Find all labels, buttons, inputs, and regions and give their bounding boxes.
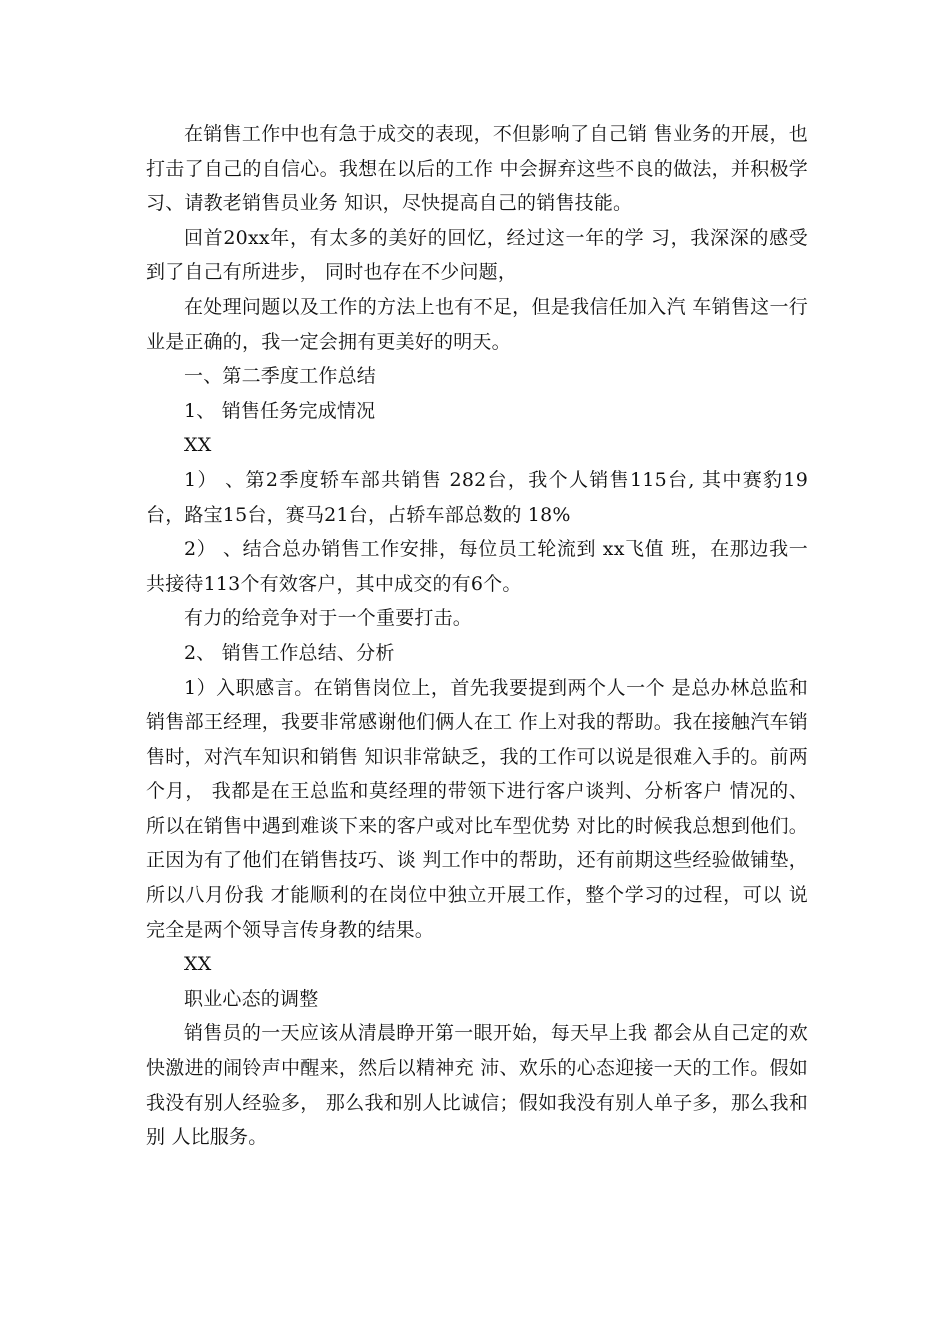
paragraph-sales-figures: 1） 、第2季度轿车部共销售 282台，我个人销售115台, 其中赛豹19台，路宝15台，赛马21台，占轿车部总数的 18%	[146, 468, 808, 526]
paragraph-year-review: 回首20xx年，有太多的美好的回忆，经过这一年的学 习，我深深的感受到了自己有所进步， 同时也存在不少问题，	[146, 226, 808, 284]
paragraph-duty-rotation: 2） 、结合总办销售工作安排，每位员工轮流到 xx飞值 班，在那边我一共接待113个有效客户，其中成交的有6个。	[146, 538, 808, 595]
paragraph-onboarding: 1）入职感言。在销售岗位上，首先我要提到两个人一个 是总办林总监和销售部王经理，我要非常感谢他们俩人在工 作上对我的帮助。我在接触汽车销售时，对汽车知识和销售 知识非常缺乏，我的工作可以说是很难入手的。前两个月， 我都是在王总监和莫经理的带领下进行客户谈判、分析客户 情况的、所以在销售中遇到难谈下来的客户或对比车型优势 对比的时候我总想到他们。正因为有了他们在销售技巧、谈 判工作中的帮助，还有前期这些经验做铺垫，所以八月份我 才能顺利的在岗位中独立开展工作，整个学习的过程，可以 说完全是两个领导言传身教的结果。	[146, 676, 808, 941]
heading-mindset: 职业心态的调整	[184, 987, 319, 1010]
placeholder-xx-2: XX	[184, 953, 212, 976]
paragraph-sales-haste: 在销售工作中也有急于成交的表现，不但影响了自己销 售业务的开展，也打击了自己的自信心。我想在以后的工作 中会摒弃这些不良的做法，并积极学习、请教老销售员业务 知识，尽快提高自己的销售技能。	[146, 123, 808, 215]
document-body	[146, 117, 808, 1155]
placeholder-xx-1: XX	[184, 434, 212, 457]
heading-sales-analysis: 2、 销售工作总结、分析	[184, 641, 395, 664]
paragraph-competition: 有力的给竞争对于一个重要打击。	[184, 607, 473, 630]
paragraph-daily-routine: 销售员的一天应该从清晨睁开第一眼开始，每天早上我 都会从自己定的欢快激进的闹铃声中醒来，然后以精神充 沛、欢乐的心态迎接一天的工作。假如我没有别人经验多， 那么我和别人比诚信；假如我没有别人单子多，那么我和别 人比服务。	[146, 1022, 808, 1149]
paragraph-methods: 在处理问题以及工作的方法上也有不足，但是我信任加入汽 车销售这一行业是正确的，我一定会拥有更美好的明天。	[146, 295, 808, 353]
heading-q2-summary: 一、第二季度工作总结	[184, 365, 377, 388]
heading-sales-task: 1、 销售任务完成情况	[184, 399, 376, 422]
